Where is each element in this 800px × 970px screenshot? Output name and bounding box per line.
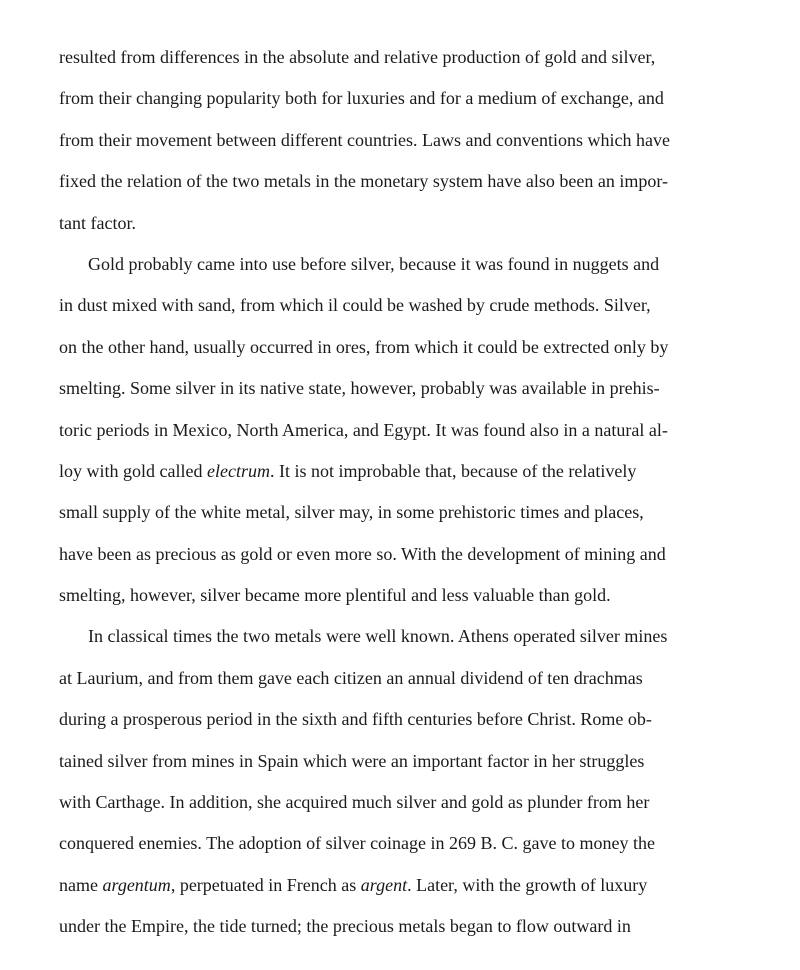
text-segment: loy with gold called (59, 460, 207, 481)
text-segment: argent (360, 874, 408, 895)
document-page (59, 37, 729, 948)
paragraph (59, 37, 729, 244)
text-line (59, 78, 729, 119)
text-line (59, 451, 729, 492)
text-line (59, 865, 729, 906)
text-segment: , perpetuated in French as (170, 874, 361, 895)
text-segment: have been as precious as gold or even more so. With the development of mining and (59, 543, 666, 564)
text-line (59, 575, 729, 616)
text-segment: In classical times the two metals were well known. Athens operated silver mines (88, 626, 668, 647)
text-segment: . Later, with the growth of luxury (407, 874, 648, 895)
text-line (59, 823, 729, 864)
text-segment: smelting, however, silver became more plentiful and less valuable than gold. (59, 585, 611, 606)
text-segment: smelting. Some silver in its native state, however, probably was available in prehis- (59, 378, 660, 399)
paragraph (59, 616, 729, 947)
text-segment: electrum (206, 460, 270, 481)
text-segment: from their changing popularity both for luxuries and for a medium of exchange, and (59, 88, 664, 109)
text-segment: fixed the relation of the two metals in the monetary system have also been an impor- (59, 171, 668, 192)
text-line (59, 492, 729, 533)
text-line (59, 741, 729, 782)
text-line (59, 285, 729, 326)
text-segment: tant factor. (59, 212, 136, 233)
text-segment: with Carthage. In addition, she acquired much silver and gold as plunder from her (59, 792, 650, 813)
text-segment: conquered enemies. The adoption of silver coinage in 269 B. C. gave to money the (59, 833, 656, 854)
text-line (59, 203, 729, 244)
text-segment: on the other hand, usually occurred in ores, from which it could be extrected only by (59, 336, 669, 357)
text-segment: at Laurium, and from them gave each citizen an annual dividend of ten drachmas (59, 667, 643, 688)
text-segment: under the Empire, the tide turned; the precious metals began to flow outward in (59, 916, 631, 937)
text-line (59, 368, 729, 409)
text-segment: resulted from differences in the absolute and relative production of gold and silver, (59, 47, 656, 67)
text-segment: from their movement between different countries. Laws and conventions which have (59, 129, 670, 150)
text-segment: Gold probably came into use before silver, because it was found in nuggets and (88, 253, 660, 274)
text-line (59, 534, 729, 575)
text-segment: . It is not improbable that, because of the relatively (269, 460, 637, 481)
text-line (59, 699, 729, 740)
text-line (59, 120, 729, 161)
paragraph (59, 244, 729, 617)
text-line (59, 244, 729, 285)
text-line (59, 410, 729, 451)
text-segment: toric periods in Mexico, North America, and Egypt. It was found also in a natural al- (59, 419, 668, 440)
text-segment: small supply of the white metal, silver may, in some prehistoric times and places, (59, 502, 644, 523)
text-line (59, 37, 729, 78)
text-line (59, 161, 729, 202)
text-line (59, 658, 729, 699)
text-segment: argentum (102, 874, 171, 895)
text-line (59, 906, 729, 947)
text-segment: name (59, 874, 103, 895)
text-segment: tained silver from mines in Spain which were an important factor in her struggles (59, 750, 645, 771)
text-segment: in dust mixed with sand, from which il could be washed by crude methods. Silver, (59, 295, 651, 316)
text-line (59, 782, 729, 823)
text-segment: during a prosperous period in the sixth and fifth centuries before Christ. Rome ob- (59, 709, 652, 730)
text-line (59, 327, 729, 368)
text-line (59, 616, 729, 657)
